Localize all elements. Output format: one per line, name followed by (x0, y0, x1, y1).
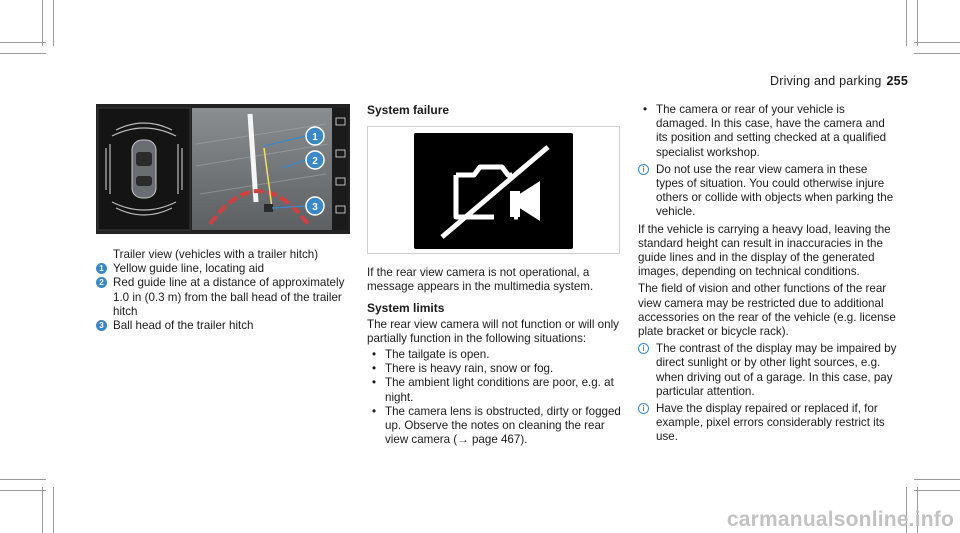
callout-1 (306, 127, 324, 145)
trailer-view-figure (96, 104, 350, 234)
crop-mark (0, 42, 46, 43)
crop-mark (53, 0, 54, 46)
number-badge: 1 (96, 263, 107, 274)
crop-mark (0, 479, 46, 480)
svg-text:1: 1 (312, 132, 318, 143)
camera-off-icon (414, 133, 573, 249)
number-badge: 2 (96, 277, 107, 288)
crop-mark (0, 53, 46, 54)
legend-text: Red guide line at a distance of approximately 1.0 in (0.3 m) from the ball head of the trailer hitch (113, 276, 345, 318)
legend-item-2 (96, 276, 350, 319)
system-limits-list (367, 348, 623, 447)
info-icon: i (638, 164, 649, 175)
system-limits-list-continued (638, 103, 898, 160)
crop-mark (914, 479, 960, 480)
svg-text:3: 3 (312, 202, 318, 213)
svg-text:2: 2 (312, 156, 318, 167)
note-text: Do not use the rear view camera in these types of situation. You could otherwise injure others or collide with objects when parking the vehicle. (656, 162, 894, 219)
figure-caption: Trailer view (vehicles with a trailer hitch) (113, 248, 319, 261)
info-icon: i (638, 403, 649, 414)
legend-item-1 (96, 262, 350, 276)
crop-mark (917, 0, 918, 46)
legend-item-3 (96, 319, 350, 333)
crop-mark (914, 53, 960, 54)
crop-mark (42, 0, 43, 46)
camera-failure-figure (367, 126, 620, 254)
list-item: • The tailgate is open. (367, 348, 623, 362)
running-header (770, 74, 908, 88)
system-failure-text: If the rear view camera is not operational, a message appears in the multimedia system. (367, 266, 594, 294)
note-text: The contrast of the display may be impaired by direct sunlight or by other light sources, e.g. when driving out of a garage. In this case, pay particular attention. (656, 342, 897, 398)
system-failure-heading: System failure (367, 103, 450, 117)
left-column (96, 104, 350, 333)
section-title: Driving and parking (770, 74, 882, 88)
crop-mark (914, 42, 960, 43)
page-number: 255 (886, 74, 908, 88)
info-icon: i (638, 343, 649, 354)
camera-screen (414, 133, 573, 249)
heavy-load-paragraph: If the vehicle is carrying a heavy load, leaving the standard height can result in inaccuracies in the guide lines and in the display of the generated images, depending on technical conditions. (638, 222, 891, 279)
watermark: carmanualsonline.info (726, 507, 954, 531)
system-limits-heading: System limits (367, 301, 445, 316)
crop-mark (914, 490, 960, 491)
note-3 (638, 402, 898, 445)
legend-text: Ball head of the trailer hitch (113, 319, 254, 333)
number-badge: 3 (96, 320, 107, 331)
field-of-vision-paragraph: The field of vision and other functions of the rear view camera may be restricted due to additional accessories on the rear of the vehicle (e.g. license plate bracket or bicycle rack). (638, 282, 896, 339)
list-item: • The camera lens is obstructed, dirty or fogged up. Observe the notes on cleaning the rear view camera (→ page 467). (367, 405, 623, 448)
middle-column-text (367, 266, 623, 447)
callout-2 (306, 151, 324, 169)
crop-mark (0, 490, 46, 491)
note-2 (638, 342, 898, 399)
crop-mark (42, 487, 43, 533)
legend-text: Yellow guide line, locating aid (113, 262, 265, 276)
list-item: • The camera or rear of your vehicle is damaged. In this case, have the camera and its position and setting checked at a qualified specialist workshop. (638, 103, 898, 160)
note-1 (638, 163, 898, 220)
callout-3 (306, 197, 324, 215)
crop-mark (53, 487, 54, 533)
note-text: Have the display repaired or replaced if, for example, pixel errors considerably restrict its use. (656, 402, 885, 444)
system-limits-intro: The rear view camera will not function or will only partially function in the following situations: (367, 317, 619, 345)
right-column (638, 103, 898, 445)
list-item: • There is heavy rain, snow or fog. (367, 362, 623, 376)
middle-column (367, 103, 623, 117)
list-item: • The ambient light conditions are poor, e.g. at night. (367, 376, 623, 404)
crop-mark (906, 0, 907, 46)
